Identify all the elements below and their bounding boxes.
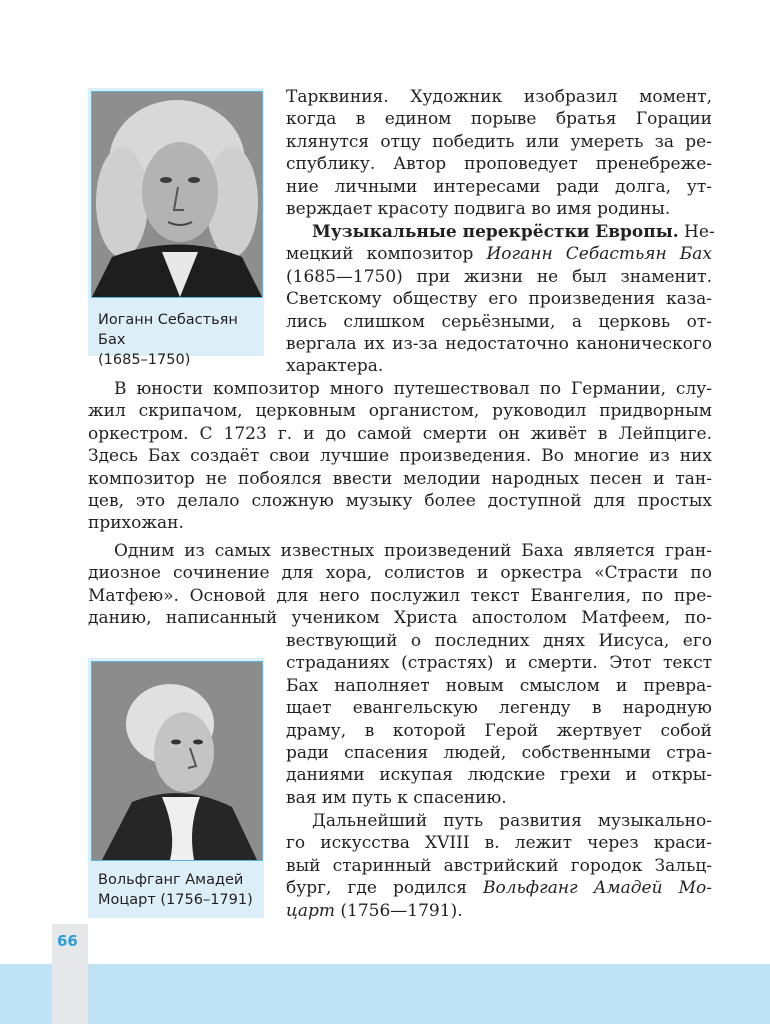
text-line: верждает красоту подвига во имя родины. [286, 199, 671, 220]
text-line: прихожан. [88, 513, 184, 534]
text-line [286, 877, 712, 899]
mozart-caption [98, 870, 258, 910]
bach-caption-name: Иоганн Себастьян Бах [98, 312, 238, 348]
text-line: цев, это делало сложную музыку более доступной для простых [88, 491, 712, 512]
text-line: композитор не побоялся ввести мелодии народных песен и тан- [88, 468, 712, 489]
text-line: лись слишком серьёзными, а церковь от- [286, 311, 712, 332]
bach-portrait-image [91, 91, 263, 298]
bach-caption [98, 310, 258, 370]
mozart-caption-years: Моцарт (1756–1791) [98, 892, 253, 908]
text-line: го искусства XVIII в. лежит через краси- [286, 833, 712, 854]
text-fragment: Не- [678, 222, 715, 242]
text-line: вергала их из-за недостаточно канонического [286, 334, 712, 355]
text-line: В юности композитор много путешествовал по Германии, слу- [114, 379, 712, 399]
text-line: Матфею». Основой для него послужил текст Евангелия, по пре- [88, 585, 712, 606]
text-line: клянутся отцу победить или умереть за ре- [286, 131, 712, 152]
paragraph-mozart-intro [286, 810, 712, 922]
text-line: диозное сочинение для хора, солистов и оркестра «Страсти по [88, 563, 712, 584]
bach-portrait-frame [88, 88, 264, 368]
text-line: характера. [286, 356, 384, 377]
text-line: Светскому обществу его произведения каза- [286, 289, 712, 310]
mozart-caption-name: Вольфганг Амадей [98, 872, 244, 888]
text-line: страданиях (страстях) и смерти. Этот текст [286, 653, 712, 674]
text-line: Бах наполняет новым смыслом и превра- [286, 675, 712, 696]
page-number: 66 [57, 932, 78, 950]
mozart-name: Вольфганг Амадей Мо- [482, 878, 712, 899]
text-fragment: мецкий композитор [286, 244, 487, 265]
section-heading: Музыкальные перекрёстки Европы. [312, 222, 679, 242]
mozart-name-end: царт [286, 900, 335, 921]
bach-name: Иоганн Себастьян Бах [486, 244, 712, 265]
text-fragment: (1756—1791). [335, 900, 463, 921]
text-line: оркестром. С 1723 г. и до самой смерти он живёт в Лейпциге. [88, 423, 712, 444]
text-line: вая им путь к спасению. [286, 787, 507, 808]
text-line: жил скрипачом, церковным органистом, руководил придворным [88, 401, 712, 422]
text-line: драму, в которой Герой жертвует собой [286, 720, 712, 741]
footer-band [0, 964, 770, 1024]
text-line [286, 900, 712, 922]
text-line: щает евангельскую легенду в народную [286, 698, 712, 719]
text-line: вествующий о последних днях Иисуса, его [286, 631, 712, 651]
paragraph-horatii [286, 86, 712, 220]
bach-caption-years: (1685–1750) [98, 352, 191, 368]
text-line: Дальнейший путь развития музыкально- [312, 811, 712, 831]
text-line: Тарквиния. Художник изобразил момент, [286, 87, 712, 107]
paragraph-bach-intro [286, 221, 715, 378]
text-line: спублику. Автор проповедует пренебреже- [286, 154, 712, 175]
text-line: даниями искупая людские грехи и откры- [286, 765, 712, 786]
text-line: ние личными интересами ради долга, ут- [286, 176, 712, 197]
text-line: ради спасения людей, собственными стра- [286, 743, 712, 764]
text-line: данию, написанный учеником Христа апостолом Матфеем, по- [88, 608, 712, 629]
text-line [286, 243, 712, 265]
text-line: вый старинный австрийский городок Зальц- [286, 855, 712, 876]
text-line: Здесь Бах создаёт свои лучшие произведения. Во многие из них [88, 446, 712, 467]
text-fragment: бург, где родился [286, 878, 483, 899]
mozart-portrait-frame [88, 658, 264, 918]
mozart-portrait-image [91, 661, 263, 861]
paragraph-passion-body [286, 630, 712, 809]
text-line: Одним из самых известных произведений Баха является гран- [114, 541, 712, 561]
paragraph-bach-youth [88, 378, 712, 535]
text-line [286, 221, 715, 243]
text-line: (1685—1750) при жизни не был знаменит. [286, 266, 712, 287]
paragraph-passion-intro [88, 540, 712, 630]
text-line: когда в едином порыве братья Горации [286, 109, 712, 130]
